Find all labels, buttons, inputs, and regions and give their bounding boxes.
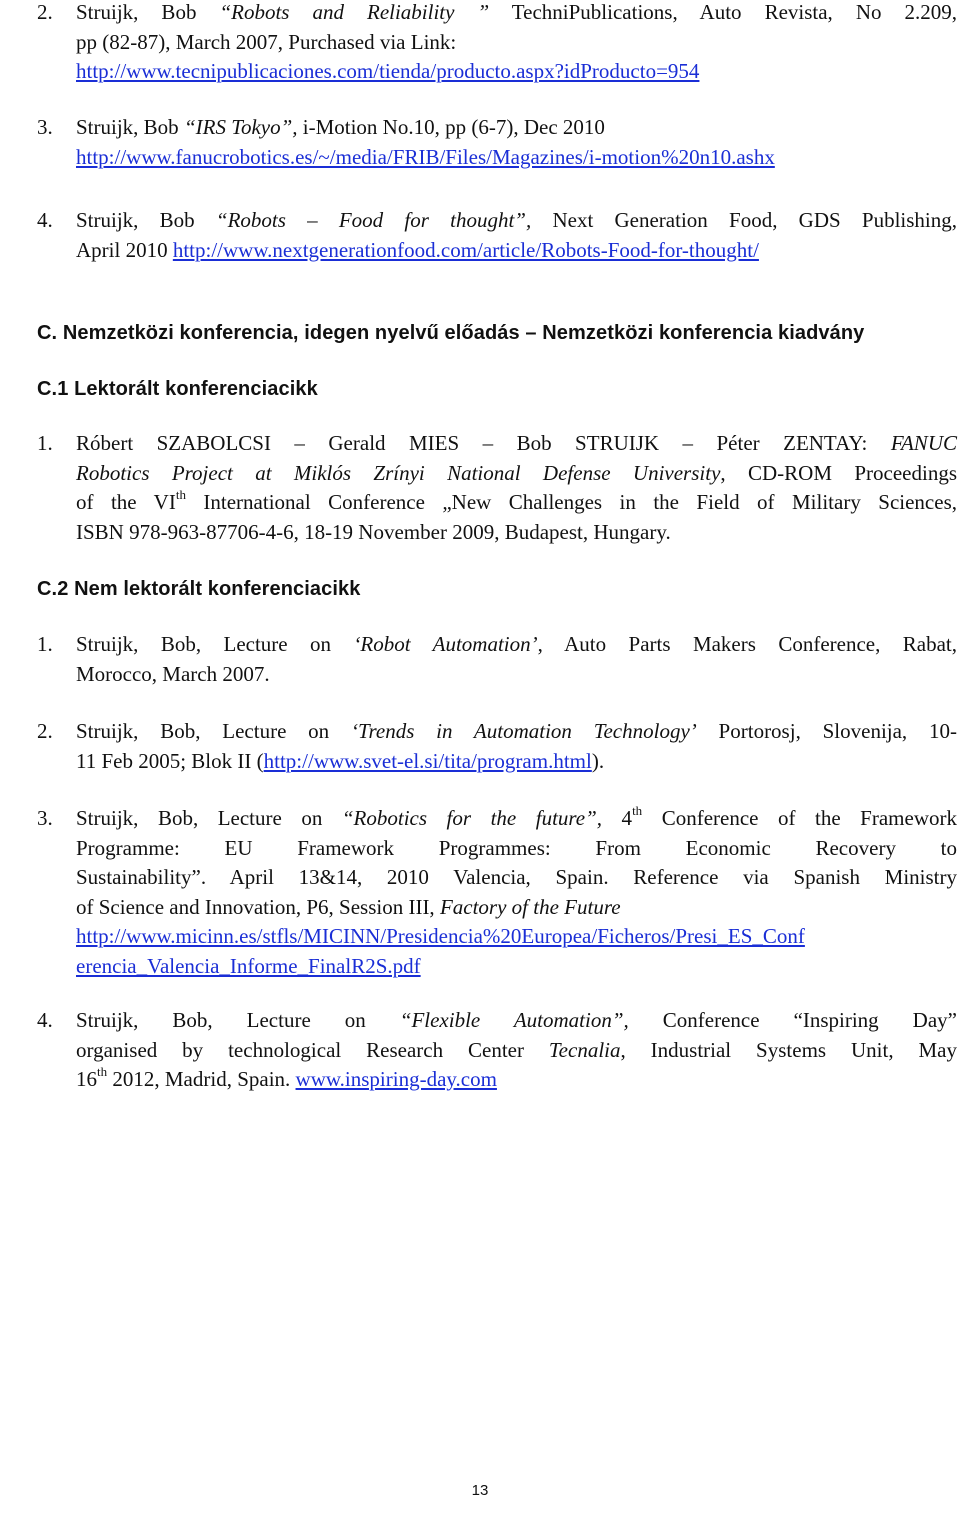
ministry-link-continued[interactable]: erencia_Valencia_Informe_FinalR2S.pdf <box>76 953 421 978</box>
list-number: 2. <box>37 719 53 743</box>
lecture-item: 2. Struijk, Bob, Lecture on ‘Trends in Automation Technology’ Portorosj, Slovenija, 10- 11 Feb 2005; Blok II (http://www.svet-el.si/tita/program.html). <box>37 719 957 773</box>
reference-item: 2. Struijk, Bob “Robots and Reliability ” TechniPublications, Auto Revista, No 2.209, pp (82-87), March 2007, Purchased via Link: http://www.tecnipublicaciones.com/tienda/producto.aspx?idProducto=954 <box>37 0 957 83</box>
reference-title: “IRS Tokyo”, <box>183 115 298 139</box>
list-number: 3. <box>37 806 53 830</box>
lecture-item: 3. Struijk, Bob, Lecture on “Robotics for the future”, 4th Conference of the Framework Programme: EU Framework Programmes: From Economic Recovery to Sustainability”. April 13&14, 2010 Valencia, Spain. Reference via Spanish Ministry of Science and Innovation, P6, Session III, Factory of the Future http://www.micinn.es/stfls/MICINN/Presidencia%20Europea/Ficheros/Presi_ES_Conf erencia_Valencia_Informe_FinalR2S.pdf <box>37 803 957 978</box>
list-number: 1. <box>37 632 53 656</box>
inspiring-day-link[interactable]: www.inspiring-day.com <box>295 1067 497 1091</box>
subsection-heading: C.2 Nem lektorált konferenciacikk <box>37 578 361 600</box>
lecture-item: 4. Struijk, Bob, Lecture on “Flexible Automation”, Conference “Inspiring Day” organised by technological Research Center Tecnalia, Industrial Systems Unit, May 16th 2012, Madrid, Spain. www.inspiring-day.com <box>37 1008 957 1091</box>
section-heading: C. Nemzetközi konferencia, idegen nyelvű előadás – Nemzetközi konferencia kiadvány <box>37 322 865 344</box>
list-number: 2. <box>37 0 53 24</box>
reference-item: 4. Struijk, Bob “Robots – Food for thought”, Next Generation Food, GDS Publishing, April 2010 http://www.nextgenerationfood.com/article/Robots-Food-for-thought/ <box>37 208 958 262</box>
page-number: 13 <box>471 1482 489 1499</box>
ministry-link[interactable]: http://www.micinn.es/stfls/MICINN/Presidencia%20Europea/Ficheros/Presi_ES_Conf <box>76 924 805 948</box>
reference-title: “Robots and Reliability ” <box>219 0 490 24</box>
conference-paper-item: 1. Róbert SZABOLCSI – Gerald MIES – Bob STRUIJK – Péter ZENTAY: FANUC Robotics Project at Miklós Zrínyi National Defense University, CD-ROM Proceedings of the VIth International Conference „New Challenges in the Field of Military Sciences, ISBN 978-963-87706-4-6, 18-19 November 2009, Budapest, Hungary. <box>37 431 957 544</box>
list-number: 4. <box>37 1008 53 1032</box>
list-number: 3. <box>37 115 53 139</box>
lecture-item: 1. Struijk, Bob, Lecture on ‘Robot Automation’, Auto Parts Makers Conference, Rabat, Morocco, March 2007. <box>37 632 957 686</box>
reference-link[interactable]: http://www.tecnipublicaciones.com/tienda/producto.aspx?idProducto=954 <box>76 59 700 83</box>
reference-title: “Robots – Food for thought”, <box>215 208 532 232</box>
reference-link[interactable]: http://www.fanucrobotics.es/~/media/FRIB/Files/Magazines/i-motion%20n10.ashx <box>76 144 775 169</box>
list-number: 4. <box>37 208 53 232</box>
reference-link[interactable]: http://www.nextgenerationfood.com/article/Robots-Food-for-thought/ <box>172 237 759 262</box>
list-number: 1. <box>37 431 53 455</box>
subsection-heading: C.1 Lektorált konferenciacikk <box>37 378 318 400</box>
program-link[interactable]: http://www.svet-el.si/tita/program.html <box>263 748 592 773</box>
reference-item: 3. Struijk, Bob “IRS Tokyo”, i-Motion No.10, pp (6-7), Dec 2010 http://www.fanucrobotics.es/~/media/FRIB/Files/Magazines/i-motion%20n10.ashx <box>37 115 775 169</box>
